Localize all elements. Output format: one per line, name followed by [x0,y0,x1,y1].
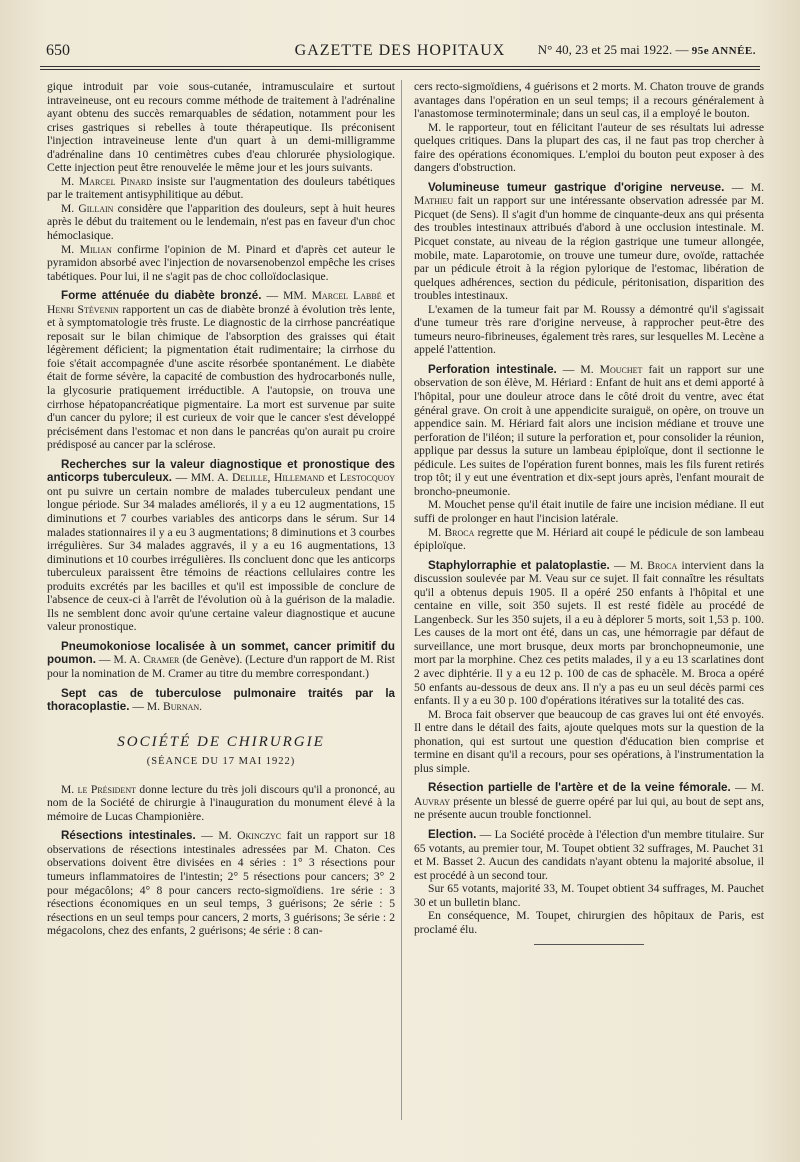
article-pneumokoniose [47,640,395,681]
author-name: Hillemand [273,471,325,485]
paragraph: cers recto-sigmoïdiens, 4 guérisons et 2 morts. M. Chaton trouve de grands avantages dans l'opération en un seul temps; il a recours généralement à l'anastomose terminoterminale; dans un seul cas, il a employé le bouton. [414,80,764,121]
author-name: Mouchet [599,362,643,376]
heading-dash: — M. [609,558,648,572]
author-name: M. Marcel Pinard [61,174,152,188]
article-heading: Recherches sur la valeur diagnostique et pronostique des anticorps tuberculeux. [47,457,395,485]
article-heading: Résections intestinales. [61,829,196,843]
article-heading: Pneumokoniose localisée à un sommet, cancer primitif du poumon. [47,639,395,667]
end-rule [534,944,644,945]
paragraph [47,175,395,202]
paragraph: gique introduit par voie sous-cutanée, intramusculaire et surtout intraveineuse, ont eu recours comme méthode de traitement à l'adrénaline ayant obtenu des succès remarquables de sédation, notamment pour les crises gastriques si rebelles à toute thérapeutique. Ils préconisent l'injection intraveineuse lente d'un quart à un demi-milligramme d'adrénaline dans 10 centimètres cubes d'eau chlorurée physiologique. Cette injection peut être renouvelée le même jour et les jours suivants. [47,80,395,175]
article-heading: Résection partielle de l'artère et de la veine fémorale. [428,781,731,795]
paragraph: M. le rapporteur, tout en félicitant l'auteur de ses résultats lui adresse quelques critiques. Dans la plupart des cas, il ne faut pas trop chercher à faire des opérations économiques. L'emploi du bouton peut exposer à des dangers d'obstruction. [414,120,764,175]
issue-info [538,42,756,58]
heading-dash: — M. [724,180,764,194]
heading-dash: — M. [556,362,600,376]
article-perforation [414,363,764,498]
article-heading: Volumineuse tumeur gastrique d'origine nerveuse. [428,180,725,194]
article-text: fait un rapport sur 18 observations de résections intestinales adressées par M. Chaton. Ces observations doivent être divisées en 4 séries : 1° 3 résections pour tumeurs inflammatoires de l'intestin; 2° 5 résections pour cancers; 3° 2 pour mégacôlons; 4° 8 pour cancers recto-sigmoïdiens. 1re série : 3 résections économiques en un seul temps, 3 guérisons; 2e série : 5 résections en un seul temps pour cancers, 2 morts, 3 guérisons; 3e série : 2 mégacolons, chez des enfants, 2 guérisons; 4e série : 8 can- [47,829,396,938]
paragraph-text: insiste sur l'augmentation des douleurs tabétiques par le traitement antisyphilitique au début. [47,174,395,202]
heading-dash: — M. A. [95,653,144,667]
author-name: Delille [232,471,268,485]
paragraph: M. Broca fait observer que beaucoup de cas graves lui ont été envoyés. Il entre dans le détail des faits, ajoute quelques mots sur la question de la phonation, qui est surtout une question d'éducation bien comprise et termine en disant qu'il a recours, pour ses opérations, à l'instrumentation la plus simple. [414,707,764,775]
author-name: Henri Stévenin [47,302,119,316]
article-text: (de Genève). (Lecture d'un rapport de M. Rist pour la nomination de M. Cramer au titre du membre correspondant.) [47,653,395,680]
right-column [414,80,764,945]
article-text: ont pu suivre un certain nombre de malades tuberculeux pendant une longue période. Sur 34 malades améliorés, il y a eu 12 augmentations, 15 diminutions et 7 courbes variables des anticorps dans le sérum. Sur 14 malades stationnaires il y a eu 3 augmentations; 8 diminutions et 3 courbes irrégulières. Sur 34 malades aggravés, il y a eu 16 augmentations, 13 diminutions et 10 courbes irrégulières. Ils concluent donc que les anticorps tuberculeux paraissent être témoins de réactions cellulaires contre les produits excrétés par les bacilles et qu'il est impossible de conclure de l'absence de ceux-ci à l'arrêt de l'évolution où à la guérison de la maladie. Ils ne semblent donc avoir qu'une certaine valeur diagnostique et aucune valeur pronostique. [47,484,395,634]
paragraph [47,202,395,243]
paragraph: En conséquence, M. Toupet, chirurgien des hôpitaux de Paris, est proclamé élu. [414,909,764,936]
article-heading: Sept cas de tuberculose pulmonaire traités par la thoracoplastie. [47,686,395,714]
header-rule [40,66,760,67]
issue-year: 95e ANNÉE. [691,45,756,57]
paragraph-text: donne lecture du très joli discours qu'il a prononcé, au nom de la Société de chirurgie à l'inauguration du monument élevé à la mémoire de Lucas Championière. [47,782,395,823]
paragraph-text: regrette que M. Hériard ait coupé le pédicule de son lambeau épiploïque. [414,525,764,553]
article-text: présente un blessé de guerre opéré par lui qui, au bout de sept ans, ne présente aucun trouble fonctionnel. [414,794,764,822]
heading-dash: — M. [195,829,238,843]
article-text: rapportent un cas de diabète bronzé à évolution très lente, et à symptomatologie très fruste. Le diagnostic de la cirrhose pancréatique reposait sur le bilan chimique de l'absorption des graisses qui était légèrement déficient; la pigmentation était rudimentaire; la cirrhose du foie s'était accompagnée d'une ascite résorbée spontanément. Le diabète était de forme sévère, la capacité de combustion des hydrocarbonés nulle, la glycosurie pratiquement irréductible. A l'autopsie, on trouva une cirrhose hépatopancréatique pigmentaire. La mort est survenue par suite d'un cancer du pylore; il est curieux de voir que le cancer s'est développé précisément dans l'estomac et non dans le pancréas qu'on aurait pu croire prédisposé au cancer par la sclérose. [47,302,396,452]
heading-dash: — MM. A. [172,471,233,485]
paragraph [47,243,395,284]
heading-dash: — MM. [261,289,312,303]
article-text: intervient dans la discussion soulevée par M. Veau sur ce sujet. Il fait connaître les résultats qu'il a obtenus depuis 1905. Il a opéré 250 enfants à l'hôpital et une centaine en ville, soit 350 sujets. Il est resté fidèle au procédé de Langenbeck. Sur les 350 sujets, il a eu à déplorer 5 morts, soit 1,53 p. 100. Les causes de la mort ont été, dans un cas, une hémorragie par défaut de surveillance, une mort brusque, deux morts par bronchopneumonie, une mort par la morphine. Chez ces petits malades, il y a eu 13 scarlatines dont 2 avec diphtérie. Il y a eu 12 p. 100 de cas de sphacèle. M. Broca a opéré 50 enfants au-dessous de deux ans. Il n'y a pas eu un seul décès parmi ces enfants. Il y a eu 30 p. 100 d'opérations itératives sur la totalité des cas. [414,558,764,708]
paragraph: M. Mouchet pense qu'il était inutile de faire une incision médiane. Il eut suffi de prolonger en haut l'incision latérale. [414,498,764,525]
section-subtitle: (SÉANCE DU 17 MAI 1922) [146,756,296,768]
author-name: Broca [647,558,678,572]
paragraph [414,526,764,553]
article-anticorps [47,458,395,634]
author-name: Lestocquoy [339,471,396,485]
author-name: M. Gillain [61,201,114,215]
author-name: Auvray [414,794,451,808]
article-heading: Staphylorraphie et palatoplastie. [428,558,610,572]
heading-dash: — M. [730,781,764,795]
article-tumeur [414,181,764,303]
paragraph: Sur 65 votants, majorité 33, M. Toupet obtient 34 suffrages, M. Pauchet 30 et un bulletin blanc. [414,882,764,909]
page-number: 650 [46,42,70,59]
author-name: Okinczyc [237,829,282,843]
left-column [47,80,395,938]
article-femorale [414,781,764,822]
paragraph-text: considère que l'apparition des douleurs, sept à huit heures après le début du traitement ou le lendemain, n'est pas en faveur d'un choc hémoclasique. [47,201,395,243]
author-name: Burnan [162,700,200,714]
article-heading: Perforation intestinale. [428,362,557,376]
author-name: M. Milian [61,242,112,256]
article-election [414,828,764,882]
conjunction: et [381,289,395,303]
article-diabete [47,289,395,452]
page-header [40,40,760,64]
column-separator [401,80,402,1120]
paragraph-text: confirme l'opinion de M. Pinard et d'après cet auteur le pyramidon absorbé avec l'injection de novarsenobenzol empêche les crises tabétiques. Pour lui, il ne s'agit pas de choc colloïdoclasique. [47,242,395,283]
conjunction: et [324,471,340,485]
heading-dash: — M. [129,700,163,714]
article-heading: Forme atténuée du diabète bronzé. [61,289,262,303]
author-name: Mathieu [414,194,454,208]
separator: , [267,471,274,485]
issue-date: N° 40, 23 et 25 mai 1922. — [537,42,689,57]
paragraph: L'examen de la tumeur fait par M. Roussy a démontré qu'il s'agissait d'une tumeur très rare d'origine nerveuse, à rapprocher peut-être des tumeurs neuro-fibrineuses, également très rares, sur lesquelles M. Lecène a appelé l'attention. [414,302,764,357]
author-name: Marcel Labbé [311,289,382,303]
period: . [199,700,203,714]
paragraph [47,783,395,824]
author-name: Cramer [143,653,180,667]
article-text: fait un rapport sur une intéressante observation adressée par M. Picquet (de Sens). Il s'agit d'un homme de cinquante-deux ans qui présenta des troubles intestinaux attribués d'abord à une occlusion intestinale. M. Picquet constate, au niveau de la région gastrique une tumeur allongée, mobile, mate. Laparotomie, on trouve une tumeur dure, ovoïde, rattachée par un pédicule étroit à la région pylorique de l'estomac, libération de quelques adhérences, section du pédicule, péritonisation, disparition des troubles intestinaux. [414,194,764,303]
article-resections [47,829,395,937]
header-rule-double [40,69,760,70]
section-title: SOCIÉTÉ DE CHIRURGIE [117,733,325,750]
author-name: M. le Président [61,782,136,796]
article-text: — La Société procède à l'élection d'un membre titulaire. Sur 65 votants, au premier tour, M. Toupet obtient 32 suffrages, M. Pauchet 31 et M. Basset 2. Aucun des candidats n'ayant obtenu la majorité absolue, il est procédé à un second tour. [414,827,764,882]
journal-title: GAZETTE DES HOPITAUX [294,42,506,59]
article-heading: Election. [428,827,477,841]
article-staphylorraphie [414,559,764,708]
article-thoracoplastie [47,687,395,714]
author-name: M. Broca [428,525,475,539]
article-text: fait un rapport sur une observation de son élève, M. Hériard : Enfant de huit ans et demi apporté à l'hôpital, pour une douleur atroce dans le côté droit du ventre, avec état général grave. On croit à une appendicite suraiguë, on opère, on trouve un appendice sain. M. Hériard fait alors une incision médiane et trouve une perforation de l'iléon; il suture la perforation et, pour consolider la réunion, applique par dessus la suture un lambeau épiploïque, dont il sectionne le pédicule. Les suites de l'opération furent bonnes, mais les fils furent retirés trop tôt; il y eut une éventration et dix-sept jours après, l'enfant mourait de broncho-pneumonie. [414,362,764,498]
